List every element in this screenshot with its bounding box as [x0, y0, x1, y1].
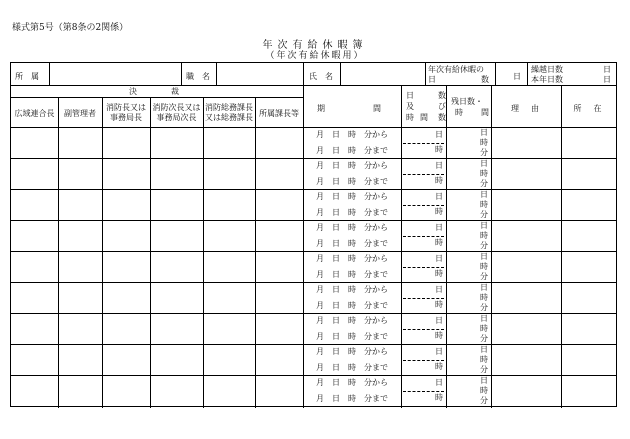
period-from: 月 日 時 分から: [316, 378, 388, 387]
day-hour-divider: [403, 391, 444, 392]
kurikoshi-unit: 日: [603, 65, 611, 74]
hour-unit: 時: [435, 176, 443, 185]
period-from: 月 日 時 分から: [316, 223, 388, 232]
remaining-day-unit: 日: [480, 128, 488, 137]
remaining-day-unit: 日: [480, 159, 488, 168]
riyu-header: 理 由: [511, 104, 541, 113]
approver-5-label-line2: 又は総務課長: [205, 113, 253, 122]
remaining-minute-unit: 分: [480, 334, 488, 343]
nissu-header-d: び: [438, 102, 446, 111]
hour-unit: 時: [435, 269, 443, 278]
day-hour-divider: [403, 298, 444, 299]
shozoku-label: 所 属: [15, 72, 39, 81]
day-unit: 日: [435, 254, 443, 263]
period-to: 月 日 時 分まで: [316, 363, 388, 372]
remaining-minute-unit: 分: [480, 210, 488, 219]
approver-3-label-line2: 事務局長: [110, 113, 142, 122]
remaining-minute-unit: 分: [480, 179, 488, 188]
hour-unit: 時: [435, 145, 443, 154]
hour-unit: 時: [435, 207, 443, 216]
nenji-day-unit: 日: [513, 72, 521, 81]
day-unit: 日: [435, 192, 443, 201]
zan-header-line2-a: 時: [455, 108, 463, 117]
approver-6-label: 所属課長等: [259, 109, 299, 118]
period-from: 月 日 時 分から: [316, 316, 388, 325]
nissu-header-a: 日: [406, 91, 414, 100]
nissu-header-c: 及: [406, 102, 414, 111]
remaining-day-unit: 日: [480, 314, 488, 323]
day-unit: 日: [435, 347, 443, 356]
row-divider: [11, 344, 616, 345]
approver-5-label: 消防総務課長: [205, 103, 253, 112]
remaining-day-unit: 日: [480, 376, 488, 385]
period-to: 月 日 時 分まで: [316, 332, 388, 341]
remaining-minute-unit: 分: [480, 365, 488, 374]
row-divider: [11, 158, 616, 159]
hour-unit: 時: [435, 362, 443, 371]
remaining-day-unit: 日: [480, 190, 488, 199]
kurikoshi-label: 繰越日数: [531, 65, 563, 74]
nenji-label-line1: 年次有給休暇の: [428, 65, 484, 74]
period-from: 月 日 時 分から: [316, 130, 388, 139]
day-hour-divider: [403, 236, 444, 237]
period-to: 月 日 時 分まで: [316, 208, 388, 217]
remaining-minute-unit: 分: [480, 303, 488, 312]
remaining-day-unit: 日: [480, 252, 488, 261]
remaining-hour-unit: 時: [480, 355, 488, 364]
remaining-minute-unit: 分: [480, 272, 488, 281]
day-unit: 日: [435, 285, 443, 294]
day-unit: 日: [435, 161, 443, 170]
row-divider: [11, 189, 616, 190]
row-divider: [11, 220, 616, 221]
shimei-label: 氏 名: [309, 72, 333, 81]
shozai-header: 所 在: [573, 104, 604, 113]
day-hour-divider: [403, 329, 444, 330]
form-number: 様式第5号（第8条の2関係）: [12, 23, 129, 33]
day-hour-divider: [403, 360, 444, 361]
hour-unit: 時: [435, 238, 443, 247]
day-unit: 日: [435, 223, 443, 232]
day-unit: 日: [435, 316, 443, 325]
day-hour-divider: [403, 267, 444, 268]
nissu-header-f: 間: [420, 113, 428, 122]
row-divider: [11, 375, 616, 376]
period-to: 月 日 時 分まで: [316, 394, 388, 403]
remaining-hour-unit: 時: [480, 138, 488, 147]
day-unit: 日: [435, 130, 443, 139]
period-to: 月 日 時 分まで: [316, 270, 388, 279]
nenji-label-day: 日: [428, 75, 436, 84]
row-divider: [11, 313, 616, 314]
hour-unit: 時: [435, 393, 443, 402]
zan-header-line2-b: 間: [481, 108, 489, 117]
nissu-header-e: 時: [406, 113, 414, 122]
kessai-header: 決 裁: [129, 87, 185, 96]
remaining-hour-unit: 時: [480, 293, 488, 302]
day-hour-divider: [403, 205, 444, 206]
period-from: 月 日 時 分から: [316, 254, 388, 263]
approver-4-label-line2: 事務局次長: [156, 113, 197, 122]
form-subtitle: （年次有給休暇用）: [265, 51, 365, 61]
remaining-day-unit: 日: [480, 283, 488, 292]
row-divider: [11, 282, 616, 283]
hour-unit: 時: [435, 300, 443, 309]
period-to: 月 日 時 分まで: [316, 301, 388, 310]
remaining-hour-unit: 時: [480, 386, 488, 395]
period-from: 月 日 時 分から: [316, 192, 388, 201]
remaining-minute-unit: 分: [480, 241, 488, 250]
period-from: 月 日 時 分から: [316, 285, 388, 294]
zan-header-line1: 残日数・: [451, 97, 483, 106]
remaining-hour-unit: 時: [480, 231, 488, 240]
leave-record-table: [10, 62, 617, 407]
day-hour-divider: [403, 174, 444, 175]
form-title: 年次有給休暇簿: [262, 40, 368, 51]
approver-1-label: 広域連合長: [14, 109, 55, 118]
nissu-header-g: 数: [438, 113, 446, 122]
hour-unit: 時: [435, 331, 443, 340]
remaining-hour-unit: 時: [480, 262, 488, 271]
approver-4-label: 消防次長又は: [152, 103, 201, 112]
shokumei-label: 職 名: [186, 72, 210, 81]
honnen-label: 本年日数: [531, 75, 563, 84]
day-unit: 日: [435, 378, 443, 387]
period-from: 月 日 時 分から: [316, 347, 388, 356]
remaining-minute-unit: 分: [480, 148, 488, 157]
remaining-hour-unit: 時: [480, 324, 488, 333]
period-to: 月 日 時 分まで: [316, 239, 388, 248]
remaining-day-unit: 日: [480, 221, 488, 230]
kikan-header: 期 間: [317, 104, 387, 113]
approver-3-label: 消防長又は: [106, 103, 146, 112]
period-to: 月 日 時 分まで: [316, 177, 388, 186]
remaining-minute-unit: 分: [480, 396, 488, 405]
remaining-hour-unit: 時: [480, 200, 488, 209]
day-hour-divider: [403, 143, 444, 144]
period-from: 月 日 時 分から: [316, 161, 388, 170]
honnen-unit: 日: [603, 75, 611, 84]
remaining-hour-unit: 時: [480, 169, 488, 178]
nenji-label-count: 数: [481, 75, 489, 84]
remaining-day-unit: 日: [480, 345, 488, 354]
row-divider: [11, 251, 616, 252]
nissu-header-b: 数: [438, 91, 446, 100]
period-to: 月 日 時 分まで: [316, 146, 388, 155]
approver-2-label: 副管理者: [64, 109, 96, 118]
